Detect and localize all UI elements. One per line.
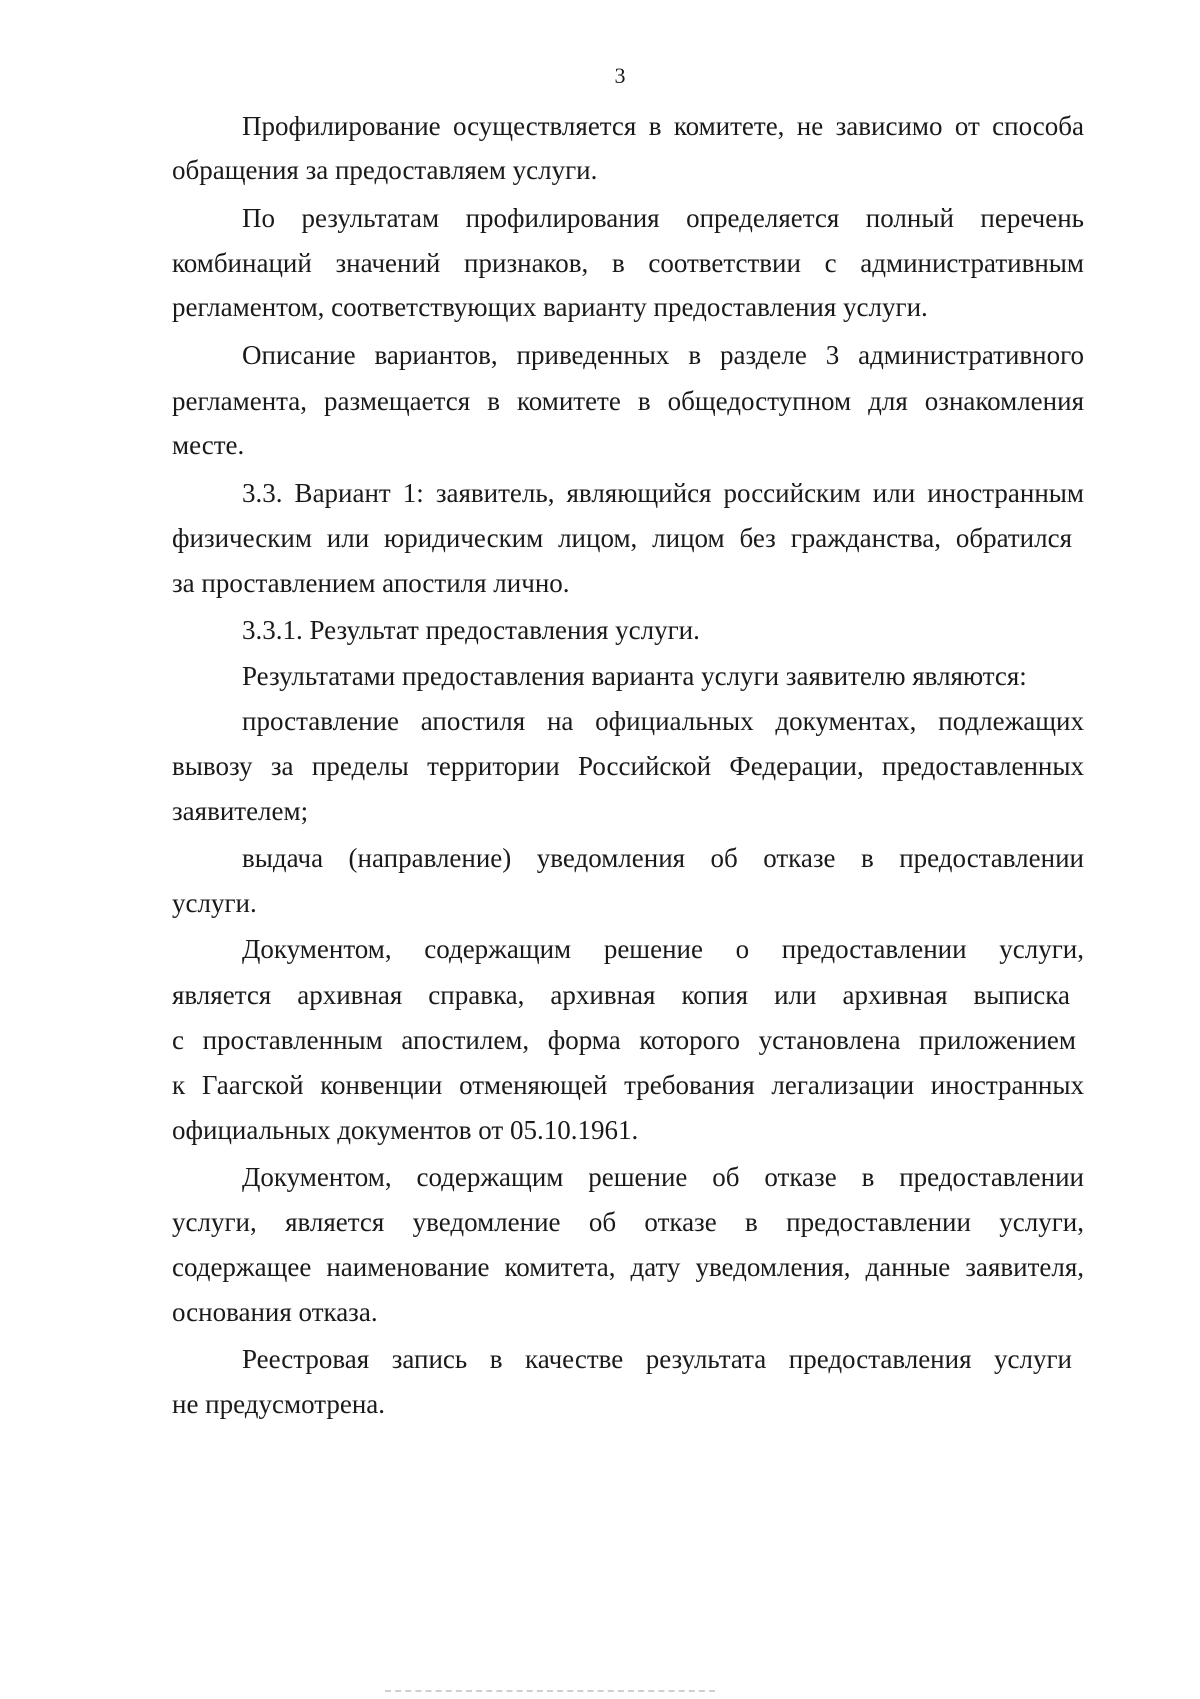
- paragraph-1-line-2: обращения за предоставляем услуги.: [172, 155, 598, 185]
- paragraph-7-line-2: вывозу за пределы территории Российской Федерации, предоставленных: [172, 751, 1084, 781]
- bottom-scan-edge: [385, 1690, 715, 1692]
- paragraph-2-line-3: регламентом, соответствующих варианту предоставления услуги.: [172, 292, 928, 322]
- paragraph-3-line-2: регламента, размещается в комитете в общедоступном для ознакомления: [172, 386, 1084, 416]
- paragraph-11-line-2: не предусмотрена.: [172, 1389, 386, 1419]
- paragraph-9-line-2: является архивная справка, архивная копия или архивная выписка: [172, 980, 1070, 1010]
- paragraph-4-line-3: за проставлением апостиля лично.: [172, 568, 570, 598]
- paragraph-3-line-1: Описание вариантов, приведенных в разделе 3 административного: [242, 340, 1084, 370]
- paragraph-10-line-1: Документом, содержащим решение об отказе в предоставлении: [242, 1162, 1084, 1192]
- paragraph-8-line-1: выдача (направление) уведомления об отказе в предоставлении: [242, 843, 1084, 873]
- paragraph-4-line-2: физическим или юридическим лицом, лицом без гражданства, обратился: [172, 523, 1072, 553]
- paragraph-7-line-3: заявителем;: [172, 796, 309, 826]
- paragraph-3-line-3: месте.: [172, 430, 245, 460]
- paragraph-4-line-1: 3.3. Вариант 1: заявитель, являющийся российским или иностранным: [242, 478, 1084, 508]
- paragraph-7-line-1: проставление апостиля на официальных документах, подлежащих: [242, 706, 1084, 736]
- paragraph-2-line-1: По результатам профилирования определяется полный перечень: [242, 203, 1084, 233]
- paragraph-9-line-4: к Гаагской конвенции отменяющей требования легализации иностранных: [172, 1070, 1084, 1100]
- paragraph-9-line-3: с проставленным апостилем, форма которого установлена приложением: [172, 1025, 1076, 1055]
- section-heading-3-3-1: 3.3.1. Результат предоставления услуги.: [242, 615, 700, 645]
- paragraph-11-line-1: Реестровая запись в качестве результата предоставления услуги: [242, 1344, 1072, 1374]
- paragraph-10-line-3: содержащее наименование комитета, дату уведомления, данные заявителя,: [172, 1252, 1084, 1282]
- paragraph-1-line-1: Профилирование осуществляется в комитете, не зависимо от способа: [242, 111, 1084, 141]
- paragraph-6-line-1: Результатами предоставления варианта услуги заявителю являются:: [242, 661, 1027, 691]
- paragraph-8-line-2: услуги.: [172, 888, 257, 918]
- paragraph-2-line-2: комбинаций значений признаков, в соответствии с административным: [172, 248, 1084, 278]
- paragraph-10-line-2: услуги, является уведомление об отказе в предоставлении услуги,: [172, 1207, 1084, 1237]
- paragraph-10-line-4: основания отказа.: [172, 1297, 378, 1327]
- paragraph-9-line-1: Документом, содержащим решение о предоставлении услуги,: [242, 934, 1084, 964]
- paragraph-9-line-5: официальных документов от 05.10.1961.: [172, 1115, 639, 1145]
- page-number: 3: [614, 63, 626, 88]
